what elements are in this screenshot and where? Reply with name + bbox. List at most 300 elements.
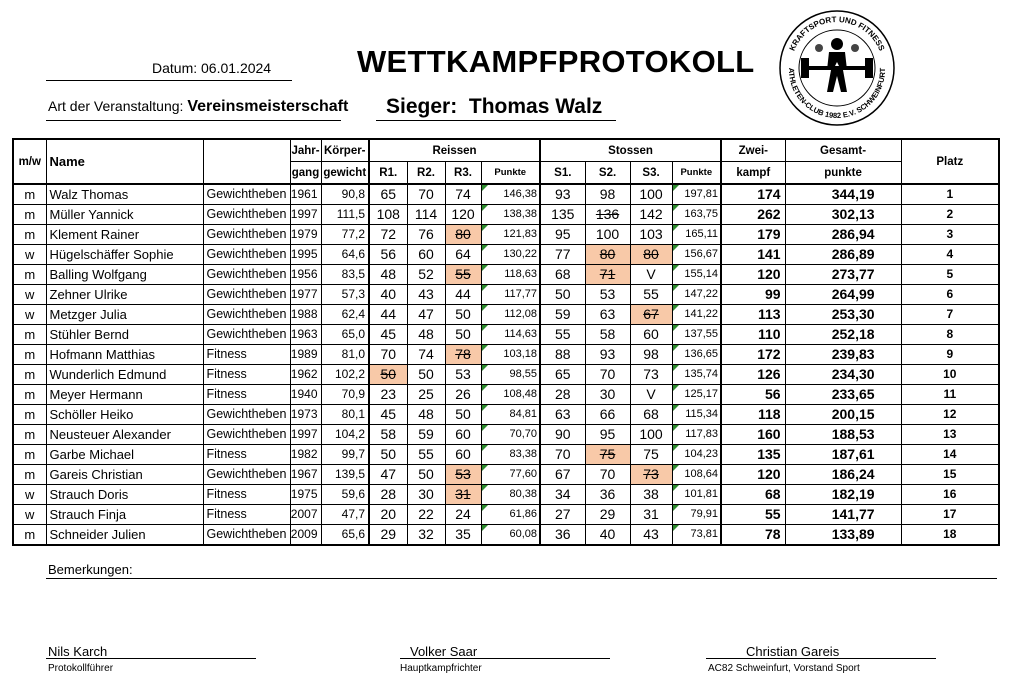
s3-cell: 100 [630,184,672,205]
total-points-cell: 253,30 [785,305,901,325]
svg-text:ATHLETEN-CLUB 1982 E.V. SCHWEI: ATHLETEN-CLUB 1982 E.V. SCHWEINFURT [786,67,888,121]
jahrgang-cell: 1995 [290,245,321,265]
name-cell: Zehner Ulrike [46,285,203,305]
zweikampf-cell: 120 [721,465,785,485]
r1-cell: 65 [369,184,407,205]
r1-cell: 23 [369,385,407,405]
discipline-cell: Gewichtheben [203,405,290,425]
discipline-cell: Gewichtheben [203,184,290,205]
placement-cell: 1 [901,184,999,205]
r3-cell: 53 [445,465,481,485]
zweikampf-cell: 120 [721,265,785,285]
s2-cell: 63 [585,305,630,325]
total-points-cell: 186,24 [785,465,901,485]
name-cell: Hofmann Matthias [46,345,203,365]
mw-cell: m [13,465,46,485]
table-row [13,465,999,485]
bodyweight-cell: 111,5 [321,205,369,225]
r2-cell: 48 [407,405,445,425]
stossen-points-cell: 104,23 [672,445,721,465]
event-value: Vereinsmeisterschaft [187,98,349,115]
jahrgang-cell: 1962 [290,365,321,385]
signature-line-3 [706,658,936,659]
mw-cell: w [13,485,46,505]
zweikampf-cell: 118 [721,405,785,425]
jahrgang-cell: 1961 [290,184,321,205]
stossen-points-cell: 197,81 [672,184,721,205]
s3-cell: 103 [630,225,672,245]
signature-line-1 [46,658,256,659]
signature-name-1: Nils Karch [48,644,108,659]
stossen-points-cell: 108,64 [672,465,721,485]
date-field: Datum: 06.01.2024 [152,60,272,76]
col-mw: m/w [13,139,46,184]
s2-cell: 29 [585,505,630,525]
col-r3: R3. [445,162,481,185]
col-jahr-top: Jahr- [290,139,321,162]
zweikampf-cell: 113 [721,305,785,325]
table-row [13,184,999,205]
discipline-cell: Gewichtheben [203,245,290,265]
s2-cell: 93 [585,345,630,365]
s2-cell: 66 [585,405,630,425]
reissen-points-cell: 112,08 [481,305,540,325]
placement-cell: 17 [901,505,999,525]
date-underline [46,80,292,81]
s2-cell: 136 [585,205,630,225]
r1-cell: 56 [369,245,407,265]
mw-cell: w [13,245,46,265]
r3-cell: 50 [445,405,481,425]
placement-cell: 12 [901,405,999,425]
reissen-points-cell: 130,22 [481,245,540,265]
table-row [13,365,999,385]
discipline-cell: Fitness [203,445,290,465]
table-row [13,325,999,345]
s2-cell: 58 [585,325,630,345]
winner: Sieger: Thomas Walz [386,95,603,118]
r2-cell: 70 [407,184,445,205]
name-cell: Müller Yannick [46,205,203,225]
stossen-points-cell: 141,22 [672,305,721,325]
bodyweight-cell: 104,2 [321,425,369,445]
r3-cell: 60 [445,425,481,445]
table-row [13,205,999,225]
reissen-points-cell: 84,81 [481,405,540,425]
placement-cell: 14 [901,445,999,465]
col-r-punkte: Punkte [481,162,540,185]
s2-cell: 80 [585,245,630,265]
s2-cell: 40 [585,525,630,546]
col-s-punkte: Punkte [672,162,721,185]
table-body [13,184,999,545]
table-row [13,425,999,445]
table-row [13,265,999,285]
r3-cell: 80 [445,225,481,245]
r3-cell: 53 [445,365,481,385]
stossen-points-cell: 79,91 [672,505,721,525]
col-gp-bottom: punkte [785,162,901,185]
s3-cell: 75 [630,445,672,465]
r3-cell: 50 [445,305,481,325]
mw-cell: m [13,525,46,546]
bodyweight-cell: 102,2 [321,365,369,385]
mw-cell: w [13,285,46,305]
zweikampf-cell: 56 [721,385,785,405]
club-logo [777,8,897,128]
col-jahr-bottom: gang [290,162,321,185]
signature-line-2 [400,658,610,659]
signature-role-3: AC82 Schweinfurt, Vorstand Sport [708,663,860,674]
mw-cell: m [13,345,46,365]
col-s1: S1. [540,162,585,185]
r2-cell: 43 [407,285,445,305]
discipline-cell: Gewichtheben [203,205,290,225]
bodyweight-cell: 81,0 [321,345,369,365]
r1-cell: 108 [369,205,407,225]
stossen-points-cell: 156,67 [672,245,721,265]
s1-cell: 135 [540,205,585,225]
zweikampf-cell: 99 [721,285,785,305]
name-cell: Metzger Julia [46,305,203,325]
reissen-points-cell: 121,83 [481,225,540,245]
r1-cell: 40 [369,285,407,305]
col-discipline [203,139,290,184]
col-r1: R1. [369,162,407,185]
jahrgang-cell: 1989 [290,345,321,365]
placement-cell: 18 [901,525,999,546]
placement-cell: 15 [901,465,999,485]
stossen-points-cell: 136,65 [672,345,721,365]
reissen-points-cell: 83,38 [481,445,540,465]
winner-name: Thomas Walz [468,95,603,118]
col-reissen: Reissen [369,139,540,162]
table-row [13,445,999,465]
page-title: WETTKAMPFPROTOKOLL [357,44,755,79]
bodyweight-cell: 83,5 [321,265,369,285]
remarks-line [46,578,997,579]
jahrgang-cell: 1997 [290,425,321,445]
s2-cell: 98 [585,184,630,205]
stossen-points-cell: 147,22 [672,285,721,305]
r3-cell: 120 [445,205,481,225]
placement-cell: 4 [901,245,999,265]
s3-cell: 98 [630,345,672,365]
s2-cell: 95 [585,425,630,445]
reissen-points-cell: 108,48 [481,385,540,405]
discipline-cell: Fitness [203,505,290,525]
placement-cell: 10 [901,365,999,385]
s1-cell: 36 [540,525,585,546]
bodyweight-cell: 57,3 [321,285,369,305]
placement-cell: 9 [901,345,999,365]
placement-cell: 6 [901,285,999,305]
s1-cell: 50 [540,285,585,305]
s3-cell: 38 [630,485,672,505]
col-kg-bottom: gewicht [321,162,369,185]
discipline-cell: Gewichtheben [203,225,290,245]
svg-text:KRAFTSPORT UND FITNESS: KRAFTSPORT UND FITNESS [787,14,887,53]
jahrgang-cell: 1963 [290,325,321,345]
s1-cell: 65 [540,365,585,385]
s1-cell: 95 [540,225,585,245]
placement-cell: 16 [901,485,999,505]
col-name: Name [46,139,203,184]
r3-cell: 26 [445,385,481,405]
s3-cell: 100 [630,425,672,445]
discipline-cell: Fitness [203,485,290,505]
stossen-points-cell: 163,75 [672,205,721,225]
name-cell: Gareis Christian [46,465,203,485]
r1-cell: 50 [369,365,407,385]
col-zk-top: Zwei- [721,139,785,162]
discipline-cell: Gewichtheben [203,265,290,285]
reissen-points-cell: 70,70 [481,425,540,445]
discipline-cell: Gewichtheben [203,525,290,546]
name-cell: Strauch Finja [46,505,203,525]
r1-cell: 70 [369,345,407,365]
s2-cell: 100 [585,225,630,245]
placement-cell: 7 [901,305,999,325]
s1-cell: 67 [540,465,585,485]
jahrgang-cell: 1979 [290,225,321,245]
r1-cell: 28 [369,485,407,505]
reissen-points-cell: 80,38 [481,485,540,505]
total-points-cell: 344,19 [785,184,901,205]
winner-underline [376,120,616,121]
name-cell: Neusteuer Alexander [46,425,203,445]
s3-cell: 68 [630,405,672,425]
discipline-cell: Fitness [203,345,290,365]
r1-cell: 58 [369,425,407,445]
r2-cell: 32 [407,525,445,546]
s1-cell: 63 [540,405,585,425]
discipline-cell: Fitness [203,385,290,405]
s1-cell: 55 [540,325,585,345]
stossen-points-cell: 125,17 [672,385,721,405]
total-points-cell: 200,15 [785,405,901,425]
s3-cell: 55 [630,285,672,305]
stossen-points-cell: 165,11 [672,225,721,245]
r1-cell: 47 [369,465,407,485]
mw-cell: w [13,305,46,325]
total-points-cell: 141,77 [785,505,901,525]
table-row [13,485,999,505]
r3-cell: 55 [445,265,481,285]
bodyweight-cell: 64,6 [321,245,369,265]
stossen-points-cell: 135,74 [672,365,721,385]
table-row [13,505,999,525]
reissen-points-cell: 138,38 [481,205,540,225]
zweikampf-cell: 160 [721,425,785,445]
total-points-cell: 233,65 [785,385,901,405]
total-points-cell: 286,89 [785,245,901,265]
s1-cell: 28 [540,385,585,405]
r3-cell: 74 [445,184,481,205]
s2-cell: 36 [585,485,630,505]
reissen-points-cell: 114,63 [481,325,540,345]
table-row [13,525,999,546]
col-kg-top: Körper- [321,139,369,162]
name-cell: Garbe Michael [46,445,203,465]
r2-cell: 50 [407,465,445,485]
reissen-points-cell: 98,55 [481,365,540,385]
s3-cell: 80 [630,245,672,265]
remarks-label: Bemerkungen: [48,562,133,577]
bodyweight-cell: 65,6 [321,525,369,546]
s1-cell: 27 [540,505,585,525]
zweikampf-cell: 179 [721,225,785,245]
table-row [13,245,999,265]
total-points-cell: 234,30 [785,365,901,385]
bodyweight-cell: 77,2 [321,225,369,245]
r2-cell: 48 [407,325,445,345]
r3-cell: 50 [445,325,481,345]
name-cell: Balling Wolfgang [46,265,203,285]
s3-cell: 31 [630,505,672,525]
mw-cell: m [13,405,46,425]
bodyweight-cell: 80,1 [321,405,369,425]
r2-cell: 52 [407,265,445,285]
table-row [13,385,999,405]
s3-cell: 43 [630,525,672,546]
name-cell: Klement Rainer [46,225,203,245]
placement-cell: 8 [901,325,999,345]
signature-role-1: Protokollführer [48,663,114,674]
r2-cell: 47 [407,305,445,325]
name-cell: Meyer Hermann [46,385,203,405]
stossen-points-cell: 117,83 [672,425,721,445]
stossen-points-cell: 115,34 [672,405,721,425]
event-underline [46,120,341,121]
reissen-points-cell: 77,60 [481,465,540,485]
r1-cell: 20 [369,505,407,525]
col-stossen: Stossen [540,139,721,162]
zweikampf-cell: 135 [721,445,785,465]
r2-cell: 76 [407,225,445,245]
r3-cell: 35 [445,525,481,546]
discipline-cell: Gewichtheben [203,425,290,445]
r2-cell: 55 [407,445,445,465]
total-points-cell: 188,53 [785,425,901,445]
event-type: Art der Veranstaltung: Vereinsmeisterschaft [48,98,349,115]
s2-cell: 53 [585,285,630,305]
s2-cell: 30 [585,385,630,405]
jahrgang-cell: 2009 [290,525,321,546]
name-cell: Hügelschäffer Sophie [46,245,203,265]
jahrgang-cell: 1982 [290,445,321,465]
bodyweight-cell: 65,0 [321,325,369,345]
total-points-cell: 187,61 [785,445,901,465]
col-s2: S2. [585,162,630,185]
reissen-points-cell: 117,77 [481,285,540,305]
r1-cell: 48 [369,265,407,285]
zweikampf-cell: 172 [721,345,785,365]
jahrgang-cell: 1988 [290,305,321,325]
table-row [13,225,999,245]
r3-cell: 60 [445,445,481,465]
total-points-cell: 273,77 [785,265,901,285]
s2-cell: 70 [585,465,630,485]
s1-cell: 77 [540,245,585,265]
mw-cell: m [13,265,46,285]
bodyweight-cell: 90,8 [321,184,369,205]
mw-cell: m [13,225,46,245]
signature-name-2: Volker Saar [410,644,478,659]
bodyweight-cell: 99,7 [321,445,369,465]
total-points-cell: 133,89 [785,525,901,546]
discipline-cell: Fitness [203,365,290,385]
s3-cell: 60 [630,325,672,345]
s1-cell: 59 [540,305,585,325]
r3-cell: 78 [445,345,481,365]
table-row [13,305,999,325]
mw-cell: w [13,505,46,525]
s3-cell: 73 [630,365,672,385]
discipline-cell: Gewichtheben [203,325,290,345]
s3-cell: V [630,385,672,405]
stossen-points-cell: 155,14 [672,265,721,285]
zweikampf-cell: 78 [721,525,785,546]
s2-cell: 71 [585,265,630,285]
bodyweight-cell: 139,5 [321,465,369,485]
bodyweight-cell: 59,6 [321,485,369,505]
signature-name-3: Christian Gareis [746,644,840,659]
mw-cell: m [13,325,46,345]
s1-cell: 90 [540,425,585,445]
zweikampf-cell: 110 [721,325,785,345]
col-platz: Platz [901,139,999,184]
mw-cell: m [13,205,46,225]
name-cell: Wunderlich Edmund [46,365,203,385]
r1-cell: 50 [369,445,407,465]
reissen-points-cell: 146,38 [481,184,540,205]
r1-cell: 29 [369,525,407,546]
stossen-points-cell: 73,81 [672,525,721,546]
zweikampf-cell: 55 [721,505,785,525]
col-gp-top: Gesamt- [785,139,901,162]
discipline-cell: Gewichtheben [203,465,290,485]
mw-cell: m [13,365,46,385]
jahrgang-cell: 1997 [290,205,321,225]
placement-cell: 13 [901,425,999,445]
total-points-cell: 264,99 [785,285,901,305]
r2-cell: 59 [407,425,445,445]
r2-cell: 74 [407,345,445,365]
mw-cell: m [13,425,46,445]
stossen-points-cell: 137,55 [672,325,721,345]
total-points-cell: 252,18 [785,325,901,345]
r2-cell: 25 [407,385,445,405]
total-points-cell: 302,13 [785,205,901,225]
r2-cell: 114 [407,205,445,225]
s3-cell: 73 [630,465,672,485]
signature-role-2: Hauptkampfrichter [400,663,482,674]
zweikampf-cell: 174 [721,184,785,205]
s1-cell: 70 [540,445,585,465]
results-table [12,138,1000,546]
zweikampf-cell: 68 [721,485,785,505]
zweikampf-cell: 262 [721,205,785,225]
date-value: 06.01.2024 [201,60,272,76]
r2-cell: 50 [407,365,445,385]
table-row [13,405,999,425]
s2-cell: 75 [585,445,630,465]
reissen-points-cell: 103,18 [481,345,540,365]
s1-cell: 34 [540,485,585,505]
placement-cell: 11 [901,385,999,405]
total-points-cell: 182,19 [785,485,901,505]
